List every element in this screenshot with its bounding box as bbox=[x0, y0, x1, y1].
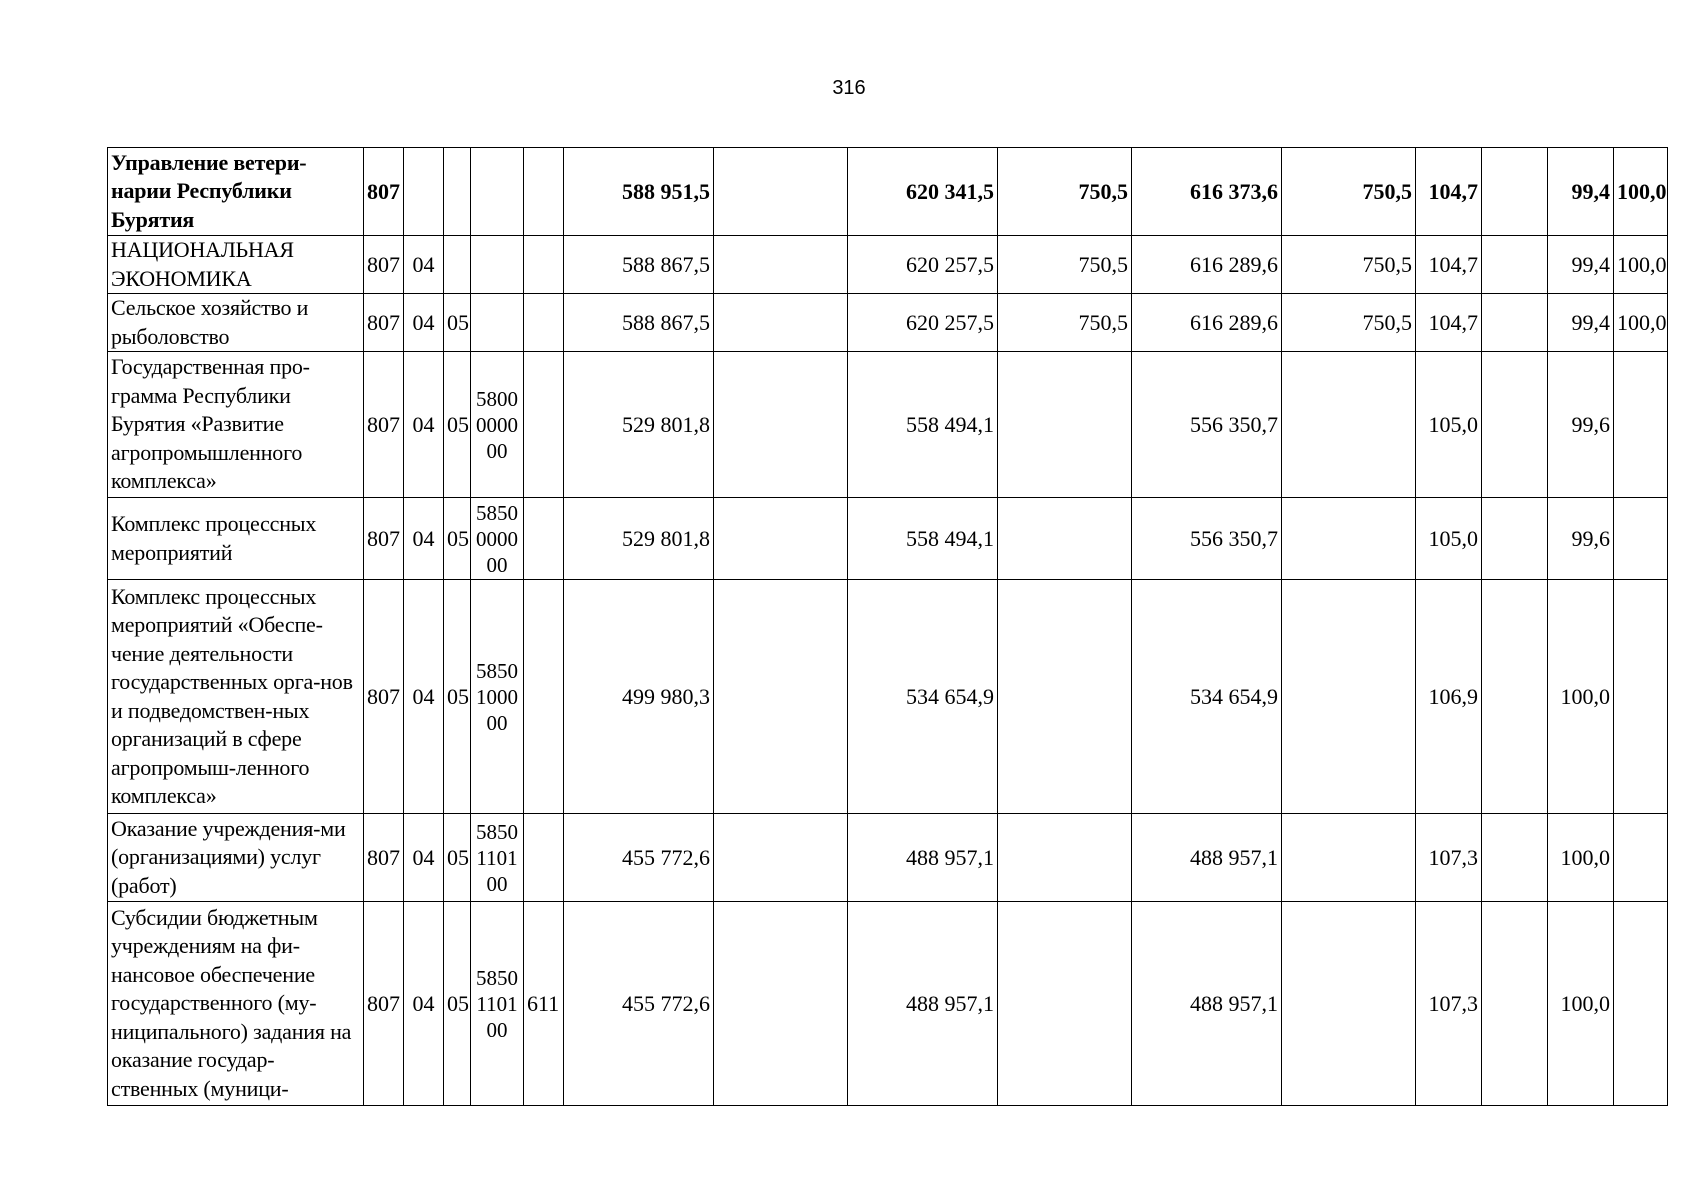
csr-code-part: 00 bbox=[486, 1017, 508, 1042]
value-v5: 556 350,7 bbox=[1132, 498, 1282, 580]
value-v9: 99,4 bbox=[1548, 148, 1614, 236]
csr-code-part: 0000 bbox=[476, 412, 518, 437]
value-v3: 558 494,1 bbox=[848, 352, 998, 498]
value-v7: 107,3 bbox=[1416, 814, 1482, 902]
value-v10 bbox=[1614, 580, 1668, 814]
value-v7: 107,3 bbox=[1416, 902, 1482, 1106]
csr-code bbox=[471, 352, 524, 498]
value-v8 bbox=[1482, 902, 1548, 1106]
value-v7: 104,7 bbox=[1416, 294, 1482, 352]
value-v6: 750,5 bbox=[1282, 294, 1416, 352]
row-name: Оказание учреждения-ми (организациями) услуг (работ) bbox=[108, 814, 364, 902]
pr-code: 05 bbox=[444, 580, 471, 814]
value-v7: 105,0 bbox=[1416, 352, 1482, 498]
csr-code-part: 1000 bbox=[476, 684, 518, 709]
csr-code-part: 5850 bbox=[476, 819, 518, 844]
value-v10: 100,0 bbox=[1614, 236, 1668, 294]
csr-code-part: 00 bbox=[486, 438, 508, 463]
value-v4: 750,5 bbox=[998, 148, 1132, 236]
value-v1: 588 951,5 bbox=[564, 148, 714, 236]
value-v7: 106,9 bbox=[1416, 580, 1482, 814]
csr-code-part: 5850 bbox=[476, 500, 518, 525]
pr-code: 05 bbox=[444, 902, 471, 1106]
value-v5: 616 373,6 bbox=[1132, 148, 1282, 236]
value-v1: 455 772,6 bbox=[564, 814, 714, 902]
value-v2 bbox=[714, 814, 848, 902]
value-v3: 620 257,5 bbox=[848, 236, 998, 294]
row-name: Комплекс процессных мероприятий «Обеспе-чение деятельности государственных орга-нов и подведомствен-ных организаций в сфере агропромыш-ленного комплекса» bbox=[108, 580, 364, 814]
table-row bbox=[108, 814, 1668, 902]
value-v8 bbox=[1482, 236, 1548, 294]
pr-code: 05 bbox=[444, 498, 471, 580]
value-v8 bbox=[1482, 148, 1548, 236]
value-v3: 488 957,1 bbox=[848, 814, 998, 902]
value-v2 bbox=[714, 498, 848, 580]
value-v10 bbox=[1614, 352, 1668, 498]
rz-code: 04 bbox=[404, 294, 444, 352]
value-v5: 488 957,1 bbox=[1132, 902, 1282, 1106]
value-v4 bbox=[998, 902, 1132, 1106]
csr-code-part: 00 bbox=[486, 710, 508, 735]
value-v9: 100,0 bbox=[1548, 580, 1614, 814]
value-v9: 100,0 bbox=[1548, 814, 1614, 902]
value-v6 bbox=[1282, 580, 1416, 814]
value-v4 bbox=[998, 580, 1132, 814]
value-v9: 100,0 bbox=[1548, 902, 1614, 1106]
value-v3: 620 257,5 bbox=[848, 294, 998, 352]
csr-code-part: 0000 bbox=[476, 526, 518, 551]
value-v6 bbox=[1282, 814, 1416, 902]
value-v6: 750,5 bbox=[1282, 148, 1416, 236]
value-v5: 534 654,9 bbox=[1132, 580, 1282, 814]
vr-code bbox=[524, 352, 564, 498]
table-row bbox=[108, 236, 1668, 294]
vr-code bbox=[524, 580, 564, 814]
csr-code-part: 1101 bbox=[476, 991, 518, 1016]
value-v7: 104,7 bbox=[1416, 148, 1482, 236]
budget-table bbox=[107, 147, 1668, 1106]
value-v3: 534 654,9 bbox=[848, 580, 998, 814]
value-v4: 750,5 bbox=[998, 294, 1132, 352]
csr-code bbox=[471, 498, 524, 580]
csr-code bbox=[471, 236, 524, 294]
value-v9: 99,6 bbox=[1548, 498, 1614, 580]
value-v9: 99,6 bbox=[1548, 352, 1614, 498]
value-v8 bbox=[1482, 498, 1548, 580]
rz-code: 04 bbox=[404, 498, 444, 580]
value-v2 bbox=[714, 580, 848, 814]
gr-code: 807 bbox=[364, 580, 404, 814]
rz-code: 04 bbox=[404, 236, 444, 294]
csr-code-part: 5800 bbox=[476, 386, 518, 411]
csr-code-part: 1101 bbox=[476, 845, 518, 870]
value-v1: 499 980,3 bbox=[564, 580, 714, 814]
pr-code: 05 bbox=[444, 814, 471, 902]
vr-code bbox=[524, 148, 564, 236]
value-v6 bbox=[1282, 902, 1416, 1106]
gr-code: 807 bbox=[364, 814, 404, 902]
value-v8 bbox=[1482, 294, 1548, 352]
csr-code-part: 5850 bbox=[476, 965, 518, 990]
csr-code bbox=[471, 814, 524, 902]
value-v3: 558 494,1 bbox=[848, 498, 998, 580]
value-v1: 588 867,5 bbox=[564, 236, 714, 294]
csr-code-part: 00 bbox=[486, 871, 508, 896]
value-v4 bbox=[998, 352, 1132, 498]
vr-code bbox=[524, 814, 564, 902]
value-v5: 488 957,1 bbox=[1132, 814, 1282, 902]
row-name: Управление ветери-нарии Республики Бурятия bbox=[108, 148, 364, 236]
table-row bbox=[108, 902, 1668, 1106]
value-v3: 488 957,1 bbox=[848, 902, 998, 1106]
value-v4: 750,5 bbox=[998, 236, 1132, 294]
value-v6 bbox=[1282, 498, 1416, 580]
table-row bbox=[108, 148, 1668, 236]
value-v1: 588 867,5 bbox=[564, 294, 714, 352]
value-v10 bbox=[1614, 902, 1668, 1106]
rz-code: 04 bbox=[404, 580, 444, 814]
csr-code bbox=[471, 902, 524, 1106]
value-v1: 455 772,6 bbox=[564, 902, 714, 1106]
value-v1: 529 801,8 bbox=[564, 498, 714, 580]
value-v10 bbox=[1614, 498, 1668, 580]
value-v4 bbox=[998, 814, 1132, 902]
gr-code: 807 bbox=[364, 294, 404, 352]
table-row bbox=[108, 294, 1668, 352]
row-name: Сельское хозяйство и рыболовство bbox=[108, 294, 364, 352]
value-v8 bbox=[1482, 352, 1548, 498]
value-v9: 99,4 bbox=[1548, 294, 1614, 352]
value-v2 bbox=[714, 294, 848, 352]
value-v8 bbox=[1482, 580, 1548, 814]
value-v2 bbox=[714, 148, 848, 236]
pr-code: 05 bbox=[444, 352, 471, 498]
table-row bbox=[108, 352, 1668, 498]
gr-code: 807 bbox=[364, 148, 404, 236]
page-number: 316 bbox=[832, 77, 866, 99]
value-v3: 620 341,5 bbox=[848, 148, 998, 236]
value-v9: 99,4 bbox=[1548, 236, 1614, 294]
vr-code bbox=[524, 294, 564, 352]
table-body bbox=[108, 148, 1668, 1106]
value-v7: 104,7 bbox=[1416, 236, 1482, 294]
row-name: Комплекс процессных мероприятий bbox=[108, 498, 364, 580]
row-name: Субсидии бюджетным учреждениям на фи-нансовое обеспечение государственного (му-ниципального) задания на оказание государ-ственных (муници- bbox=[108, 902, 364, 1106]
row-name: Государственная про-грамма Республики Бурятия «Развитие агропромышленного комплекса» bbox=[108, 352, 364, 498]
table-row bbox=[108, 580, 1668, 814]
vr-code: 611 bbox=[524, 902, 564, 1106]
pr-code: 05 bbox=[444, 294, 471, 352]
value-v2 bbox=[714, 902, 848, 1106]
value-v5: 616 289,6 bbox=[1132, 236, 1282, 294]
vr-code bbox=[524, 498, 564, 580]
rz-code: 04 bbox=[404, 814, 444, 902]
value-v10 bbox=[1614, 814, 1668, 902]
value-v8 bbox=[1482, 814, 1548, 902]
rz-code bbox=[404, 148, 444, 236]
gr-code: 807 bbox=[364, 498, 404, 580]
gr-code: 807 bbox=[364, 236, 404, 294]
gr-code: 807 bbox=[364, 902, 404, 1106]
value-v4 bbox=[998, 498, 1132, 580]
value-v1: 529 801,8 bbox=[564, 352, 714, 498]
csr-code-part: 00 bbox=[486, 552, 508, 577]
csr-code bbox=[471, 580, 524, 814]
value-v2 bbox=[714, 236, 848, 294]
value-v7: 105,0 bbox=[1416, 498, 1482, 580]
value-v6 bbox=[1282, 352, 1416, 498]
pr-code bbox=[444, 148, 471, 236]
rz-code: 04 bbox=[404, 352, 444, 498]
pr-code bbox=[444, 236, 471, 294]
value-v10: 100,0 bbox=[1614, 294, 1668, 352]
csr-code bbox=[471, 294, 524, 352]
csr-code-part: 5850 bbox=[476, 658, 518, 683]
rz-code: 04 bbox=[404, 902, 444, 1106]
value-v2 bbox=[714, 352, 848, 498]
table-row bbox=[108, 498, 1668, 580]
csr-code bbox=[471, 148, 524, 236]
value-v5: 616 289,6 bbox=[1132, 294, 1282, 352]
value-v5: 556 350,7 bbox=[1132, 352, 1282, 498]
value-v10: 100,0 bbox=[1614, 148, 1668, 236]
gr-code: 807 bbox=[364, 352, 404, 498]
vr-code bbox=[524, 236, 564, 294]
row-name: НАЦИОНАЛЬНАЯ ЭКОНОМИКА bbox=[108, 236, 364, 294]
value-v6: 750,5 bbox=[1282, 236, 1416, 294]
